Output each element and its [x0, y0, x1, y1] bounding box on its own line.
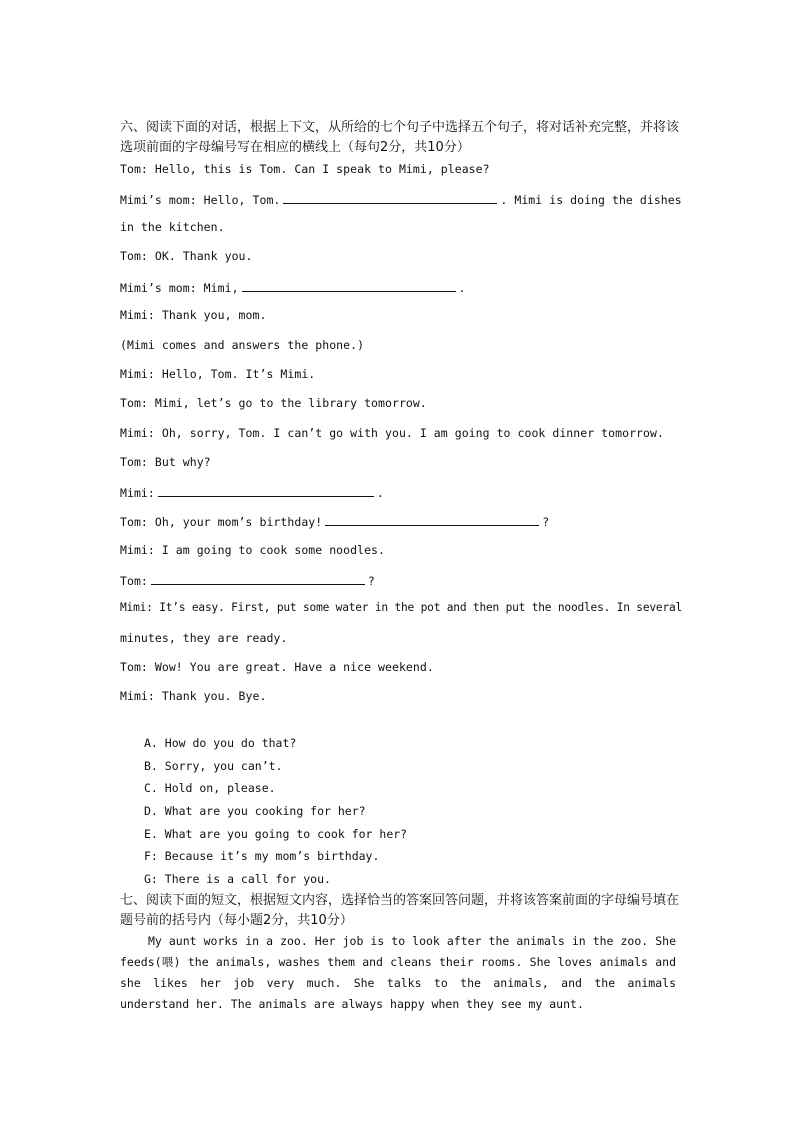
dialogue-line-5 [120, 279, 680, 295]
dialogue-line-12 [120, 484, 680, 500]
dialogue-line-5-end: . [458, 281, 466, 295]
option-f: F: Because it’s my mom’s birthday. [144, 849, 380, 863]
dialogue-line-11: Tom: But why? [120, 455, 211, 469]
option-d: D. What are you cooking for her? [144, 804, 366, 818]
dialogue-line-2-end: . Mimi is doing the dishes [500, 193, 682, 207]
dialogue-line-5-start: Mimi’s mom: Mimi, [120, 281, 239, 295]
dialogue-line-4: Tom: OK. Thank you. [120, 249, 253, 263]
dialogue-line-14: Mimi: I am going to cook some noodles. [120, 543, 385, 557]
option-a: A. How do you do that? [144, 736, 297, 750]
section-6-heading: 六、阅读下面的对话，根据上下文，从所给的七个句子中选择五个句子，将对话补充完整，并将该选项前面的字母编号写在相应的横线上（每句2分，共10分） [120, 120, 680, 155]
dialogue-line-2 [120, 191, 680, 207]
dialogue-line-12-start: Mimi: [120, 486, 155, 500]
answer-blank-3[interactable] [158, 484, 374, 497]
dialogue-line-2-start: Mimi’s mom: Hello, Tom. [120, 193, 281, 207]
answer-blank-4[interactable] [325, 513, 539, 526]
dialogue-line-3: in the kitchen. [120, 220, 225, 234]
dialogue-line-15-start: Tom: [120, 574, 148, 588]
section-7-heading: 七、阅读下面的短文，根据短文内容，选择恰当的答案回答问题，并将该答案前面的字母编号填在题号前的括号内（每小题2分，共10分） [120, 893, 680, 928]
dialogue-line-13-start: Tom: Oh, your mom’s birthday! [120, 515, 323, 529]
dialogue-line-12-end: . [376, 486, 384, 500]
option-b: B. Sorry, you can’t. [144, 759, 283, 773]
dialogue-line-7: (Mimi comes and answers the phone.) [120, 338, 365, 352]
dialogue-line-6: Mimi: Thank you, mom. [120, 308, 267, 322]
dialogue-line-13-end: ? [542, 515, 550, 529]
dialogue-line-15 [120, 572, 680, 588]
dialogue-line-8: Mimi: Hello, Tom. It’s Mimi. [120, 367, 316, 381]
dialogue-line-13 [120, 513, 680, 529]
dialogue-line-18: Tom: Wow! You are great. Have a nice weekend. [120, 660, 434, 674]
dialogue-line-9: Tom: Mimi, let’s go to the library tomorrow. [120, 396, 427, 410]
option-e: E. What are you going to cook for her? [144, 827, 408, 841]
dialogue-line-16: Mimi: It’s easy. First, put some water in the pot and then put the noodles. In several [120, 601, 683, 614]
dialogue-line-1: Tom: Hello, this is Tom. Can I speak to Mimi, please? [120, 162, 490, 176]
answer-blank-5[interactable] [151, 572, 365, 585]
answer-blank-1[interactable] [283, 191, 497, 204]
dialogue-line-19: Mimi: Thank you. Bye. [120, 689, 267, 703]
option-c: C. Hold on, please. [144, 781, 276, 795]
dialogue-line-17: minutes, they are ready. [120, 631, 288, 645]
reading-passage: My aunt works in a zoo. Her job is to look after the animals in the zoo. She feeds(喂) the animals, washes them and cleans their rooms. She loves animals and she likes her job very much. She talks to the animals, and the animals understand her. The animals are always happy when they see my aunt. [120, 934, 676, 1011]
dialogue-line-15-end: ? [367, 574, 375, 588]
answer-blank-2[interactable] [242, 279, 456, 292]
option-g: G: There is a call for you. [144, 872, 331, 886]
dialogue-line-10: Mimi: Oh, sorry, Tom. I can’t go with you. I am going to cook dinner tomorrow. [120, 426, 664, 440]
